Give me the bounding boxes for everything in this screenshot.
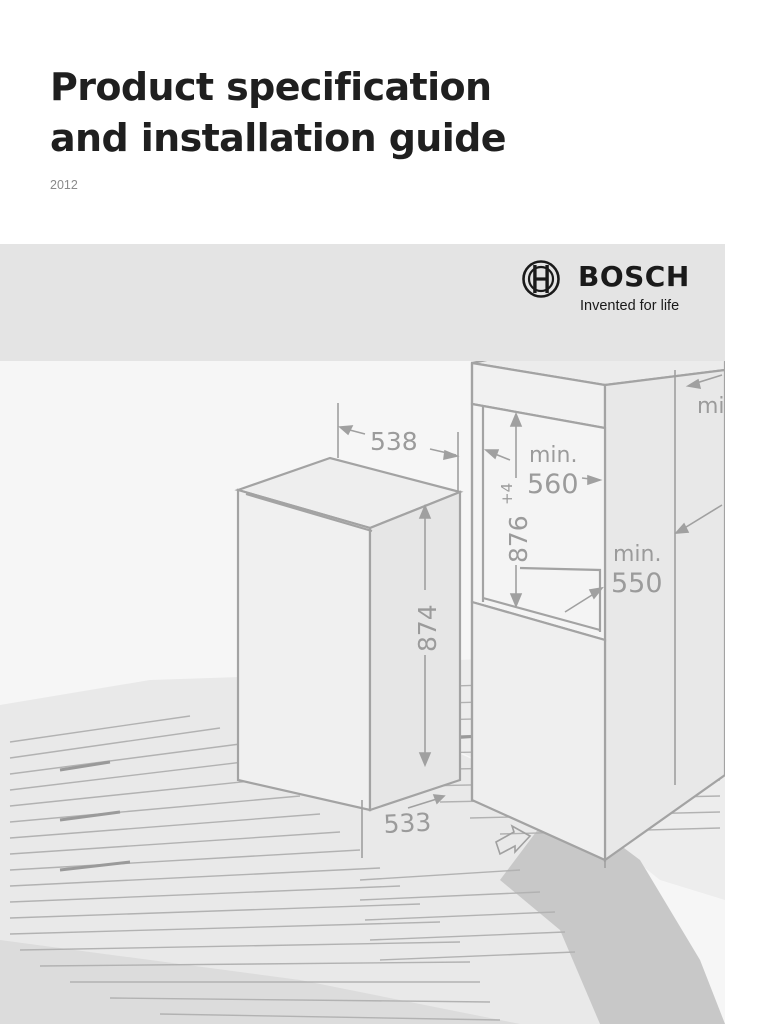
document-year: 2012: [50, 178, 78, 192]
bosch-armature-icon: [521, 259, 561, 299]
dimension-550: 550: [611, 568, 663, 599]
bosch-logo: [521, 256, 701, 316]
niche-drawing: [472, 361, 725, 860]
brand-name: BOSCH: [578, 260, 690, 293]
brand-tagline: Invented for life: [580, 298, 680, 314]
dimension-874: 874: [413, 604, 442, 652]
dimension-538: 538: [370, 427, 418, 456]
title-line-2: and installation guide: [50, 116, 506, 160]
dimension-tolerance: +4: [498, 482, 516, 505]
niche-width-min-label: min.: [529, 443, 578, 468]
cover-illustration: [0, 361, 725, 1024]
dimension-533: 533: [382, 807, 432, 839]
dimension-876: 876: [504, 515, 533, 563]
niche-depth-min-label: min.: [613, 542, 662, 567]
document-title: [50, 62, 506, 164]
dimension-560: 560: [527, 469, 579, 500]
title-line-1: Product specification: [50, 65, 492, 109]
ventilation-min-label: mi: [697, 394, 725, 419]
installation-drawing: [0, 361, 725, 1024]
